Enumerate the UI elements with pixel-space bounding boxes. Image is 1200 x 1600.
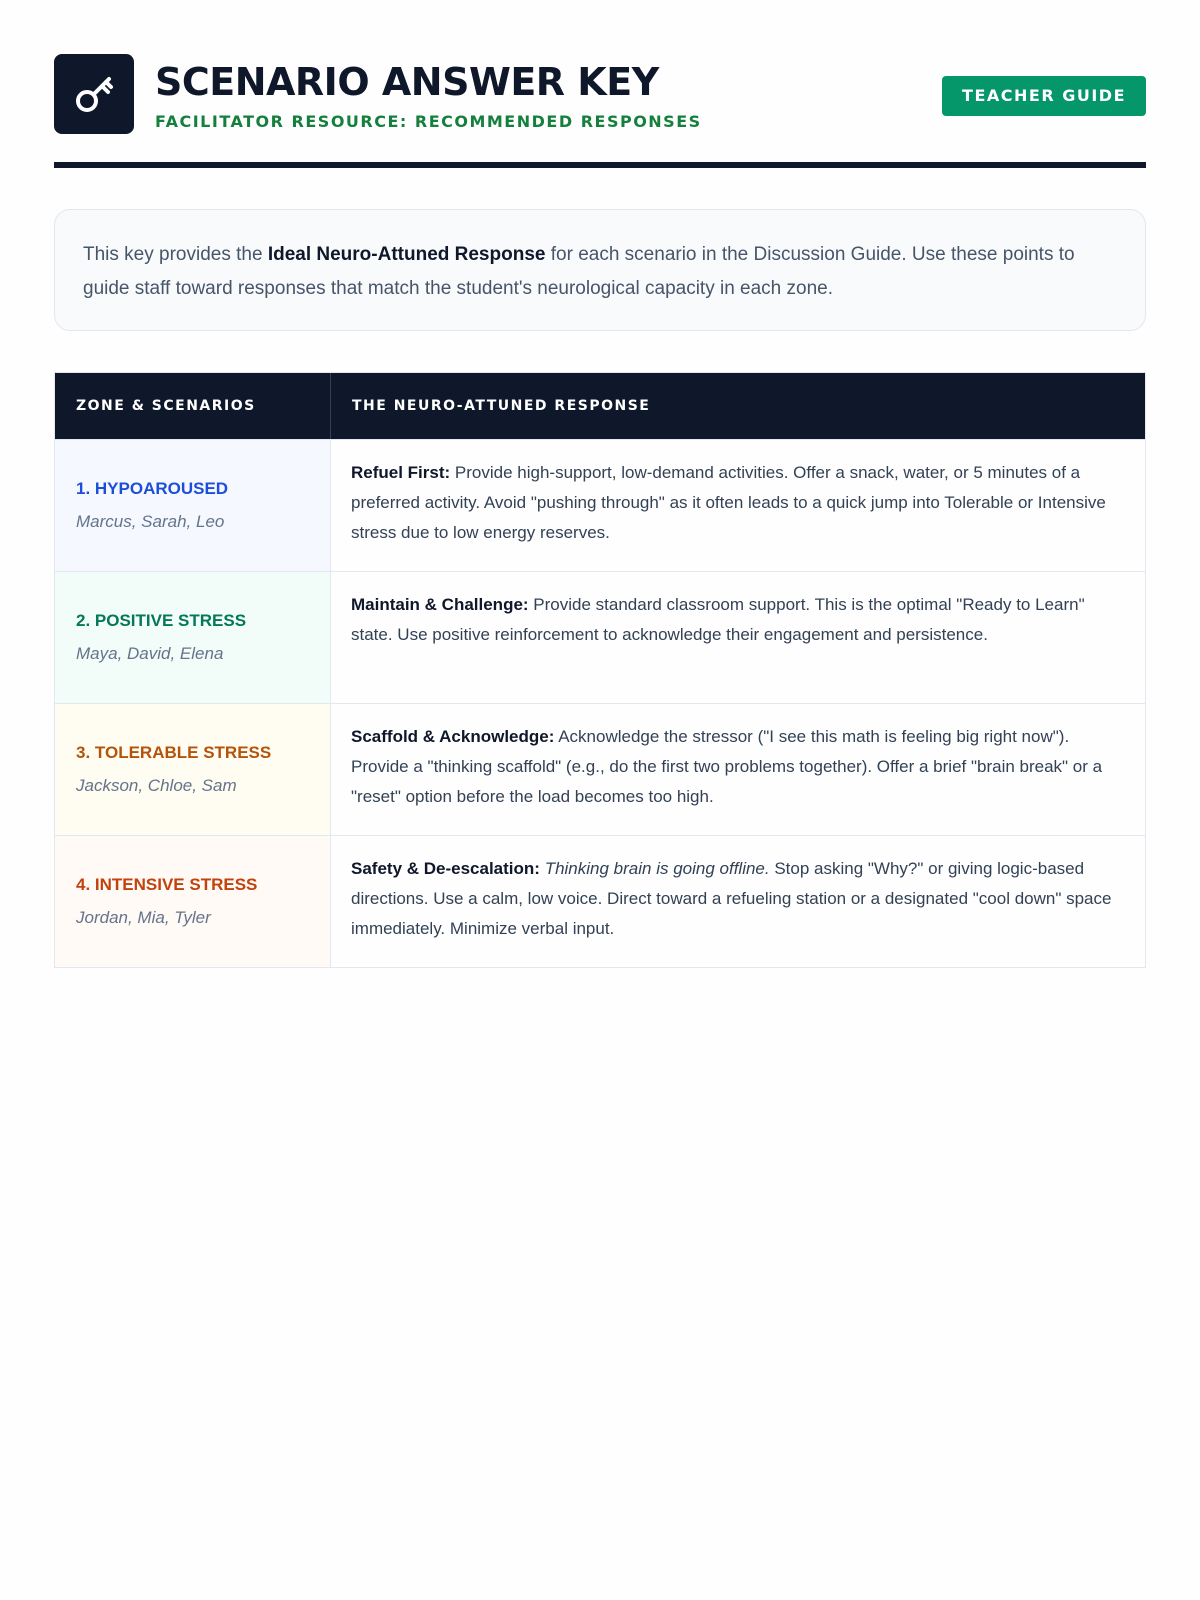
page-header: [54, 54, 1146, 168]
response-italic: Thinking brain is going offline.: [544, 859, 770, 878]
page-title: SCENARIO ANSWER KEY: [155, 60, 659, 104]
column-header-zone: ZONE & SCENARIOS: [55, 373, 331, 439]
table-header: [55, 373, 1145, 439]
key-icon: [69, 69, 119, 119]
zone-label: 3. TOLERABLE STRESS: [76, 743, 272, 762]
response-lead: Refuel First:: [351, 463, 451, 482]
page-subtitle: FACILITATOR RESOURCE: RECOMMENDED RESPONSES: [155, 112, 702, 131]
teacher-guide-badge: TEACHER GUIDE: [942, 76, 1146, 116]
response-text: Acknowledge the stressor ("I see this math is feeling big right now"). Provide a "thinking scaffold" (e.g., do the first two problems together). Offer a brief "brain break" or a "reset" option before the load becomes too high.: [351, 727, 1103, 806]
zone-label: 1. HYPOAROUSED: [76, 479, 229, 498]
zone-cell: [55, 836, 331, 967]
zone-cell: [55, 704, 331, 835]
response-text: Stop asking "Why?" or giving logic-based directions. Use a calm, low voice. Direct toward a refueling station or a designated "cool down" space immediately. Minimize verbal input.: [351, 859, 1112, 938]
zone-scenario-names: Jackson, Chloe, Sam: [76, 776, 237, 795]
intro-box: [54, 209, 1146, 331]
response-text: Provide standard classroom support. This is the optimal "Ready to Learn" state. Use positive reinforcement to acknowledge their engagement and persistence.: [351, 595, 1085, 644]
response-cell: [331, 440, 1145, 571]
response-lead: Scaffold & Acknowledge:: [351, 727, 555, 746]
title-block: [155, 58, 702, 131]
response-cell: [331, 572, 1145, 703]
intro-text-start: This key provides the: [83, 244, 268, 265]
response-lead: Maintain & Challenge:: [351, 595, 529, 614]
answer-key-table: [54, 372, 1146, 968]
zone-label: 2. POSITIVE STRESS: [76, 611, 247, 630]
table-row: [55, 439, 1145, 571]
intro-text-end: for each scenario in the Discussion Guide. Use these points to guide staff toward responses that match the student's neurological capacity in each zone.: [83, 244, 1075, 299]
response-cell: [331, 836, 1145, 967]
zone-scenario-names: Marcus, Sarah, Leo: [76, 512, 225, 531]
column-header-response: THE NEURO-ATTUNED RESPONSE: [352, 398, 651, 414]
zone-cell: [55, 572, 331, 703]
intro-text-emphasis: Ideal Neuro-Attuned Response: [267, 244, 546, 265]
response-cell: [331, 704, 1145, 835]
response-lead: Safety & De-escalation:: [351, 859, 540, 878]
table-row: [55, 835, 1145, 967]
zone-cell: [55, 440, 331, 571]
zone-label: 4. INTENSIVE STRESS: [76, 875, 258, 894]
zone-scenario-names: Jordan, Mia, Tyler: [76, 908, 211, 927]
logo-badge: [54, 54, 134, 134]
response-text: Provide high-support, low-demand activities. Offer a snack, water, or 5 minutes of a preferred activity. Avoid "pushing through" as it often leads to a quick jump into Tolerable or Intensive stress due to low energy reserves.: [351, 463, 1106, 542]
zone-scenario-names: Maya, David, Elena: [76, 644, 224, 663]
table-row: [55, 703, 1145, 835]
table-row: [55, 571, 1145, 703]
